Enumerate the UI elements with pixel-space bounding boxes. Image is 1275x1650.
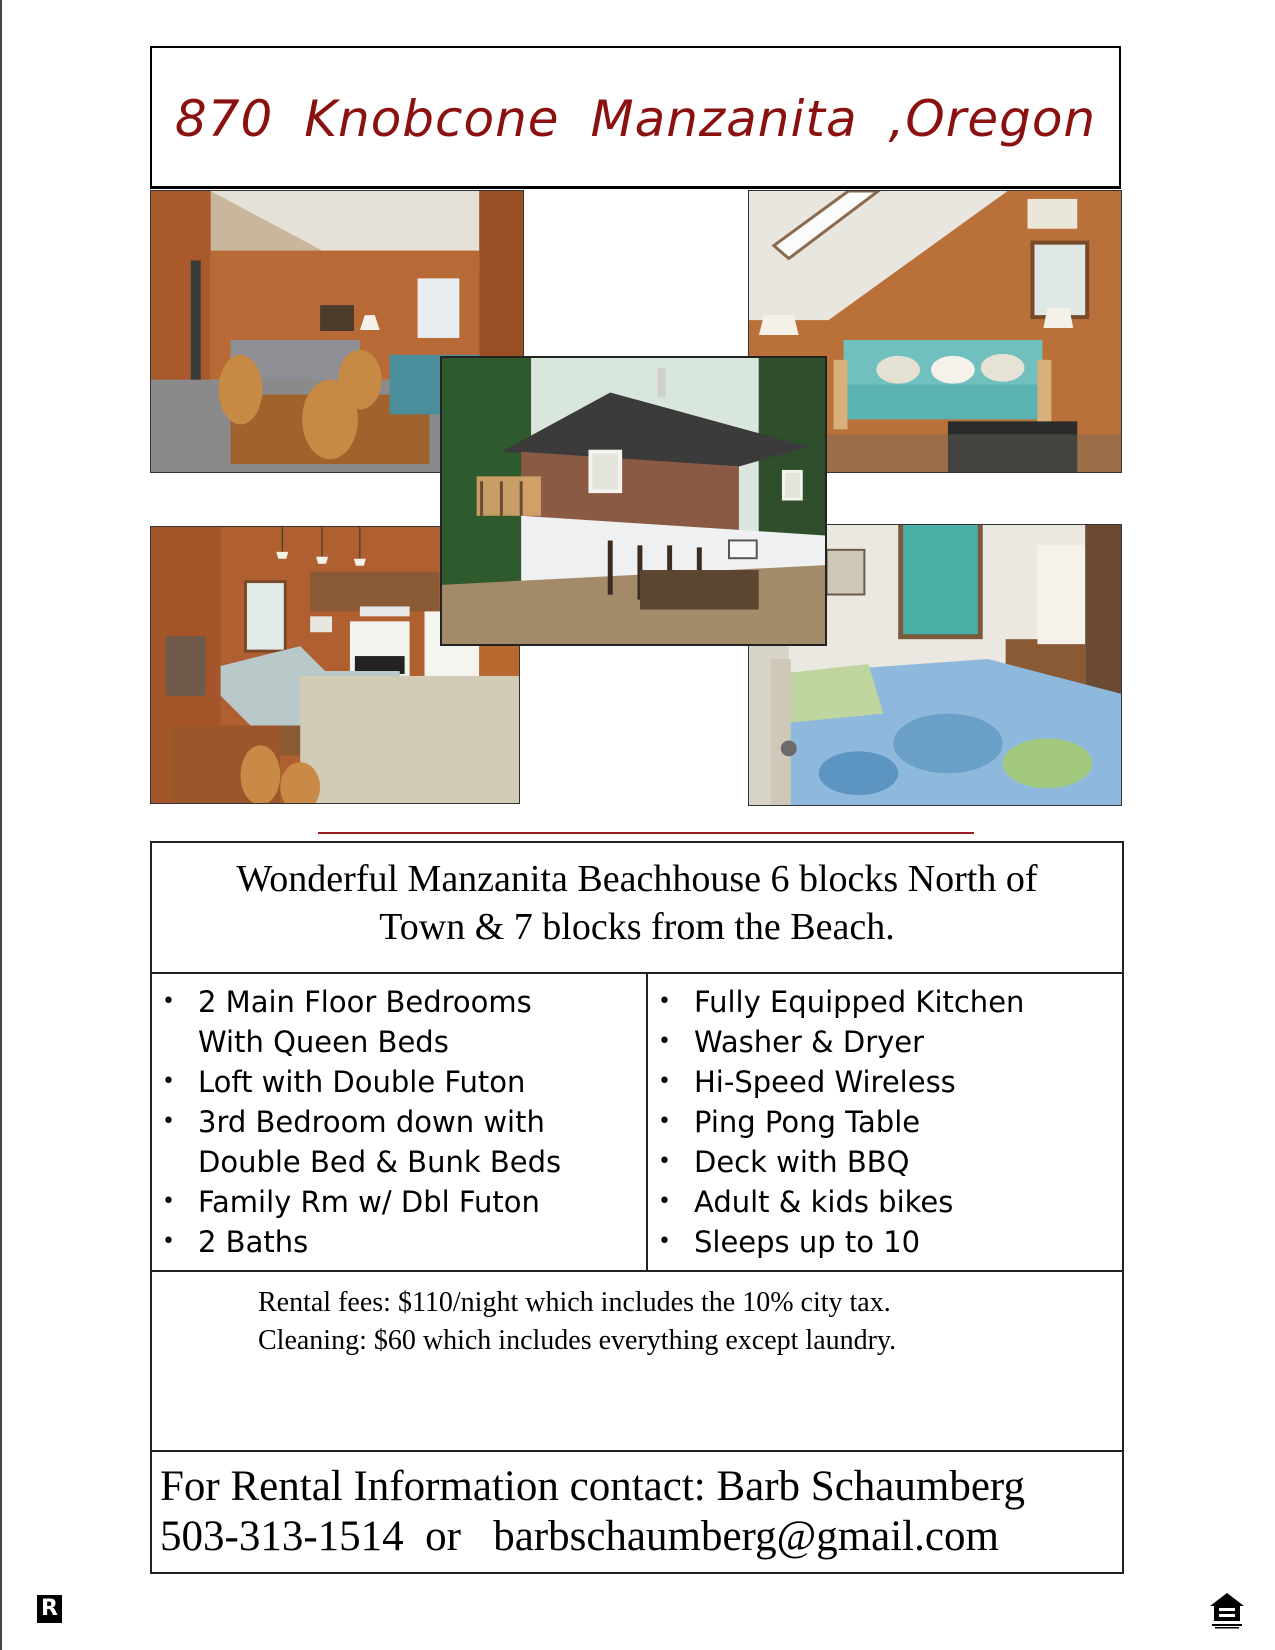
feature-item: • 2 Main Floor Bedrooms xyxy=(152,982,646,1022)
contact-row xyxy=(152,1452,1122,1574)
headline xyxy=(152,843,1122,951)
contact-name-line: For Rental Information contact: Barb Schaumberg xyxy=(160,1463,1025,1510)
feature-item: • Hi-Speed Wireless xyxy=(648,1062,1126,1102)
features-row xyxy=(152,974,1122,1272)
cleaning-fee-line: Cleaning: $60 which includes everything except laundry. xyxy=(258,1325,897,1356)
feature-item: • 2 Baths xyxy=(152,1222,646,1262)
house-exterior-photo xyxy=(440,356,827,646)
features-list-right xyxy=(648,982,1126,1262)
contact-phone-email-line: 503-313-1514 or barbschaumberg@gmail.com xyxy=(160,1513,999,1560)
fees-text xyxy=(258,1284,896,1360)
page-edge xyxy=(0,0,2,1650)
fees-row xyxy=(152,1272,1122,1452)
feature-item: • Sleeps up to 10 xyxy=(648,1222,1126,1262)
headline-line-1: Wonderful Manzanita Beachhouse 6 blocks North of xyxy=(236,858,1038,900)
feature-item: • Adult & kids bikes xyxy=(648,1182,1126,1222)
headline-line-2: Town & 7 blocks from the Beach. xyxy=(379,906,895,948)
feature-item: • Ping Pong Table xyxy=(648,1102,1126,1142)
property-address-title: 870 Knobcone Manzanita ,Oregon xyxy=(174,90,1097,148)
info-table xyxy=(150,841,1124,1574)
feature-item: • Family Rm w/ Dbl Futon xyxy=(152,1182,646,1222)
feature-item: • 3rd Bedroom down with xyxy=(152,1102,646,1142)
feature-item-continued: Double Bed & Bunk Beds xyxy=(198,1145,562,1179)
feature-item: • Washer & Dryer xyxy=(648,1022,1126,1062)
rental-fee-line: Rental fees: $110/night which includes the 10% city tax. xyxy=(258,1287,891,1318)
feature-item: • Fully Equipped Kitchen xyxy=(648,982,1126,1022)
realtor-logo-icon: R xyxy=(37,1595,62,1623)
red-divider-line xyxy=(318,832,974,834)
features-list-left xyxy=(152,982,646,1262)
feature-item: • Loft with Double Futon xyxy=(152,1062,646,1102)
equal-housing-opportunity-icon xyxy=(1207,1590,1247,1630)
title-box xyxy=(150,46,1121,189)
feature-item: • Deck with BBQ xyxy=(648,1142,1126,1182)
headline-row xyxy=(152,843,1122,974)
feature-item-continued: With Queen Beds xyxy=(198,1025,449,1059)
